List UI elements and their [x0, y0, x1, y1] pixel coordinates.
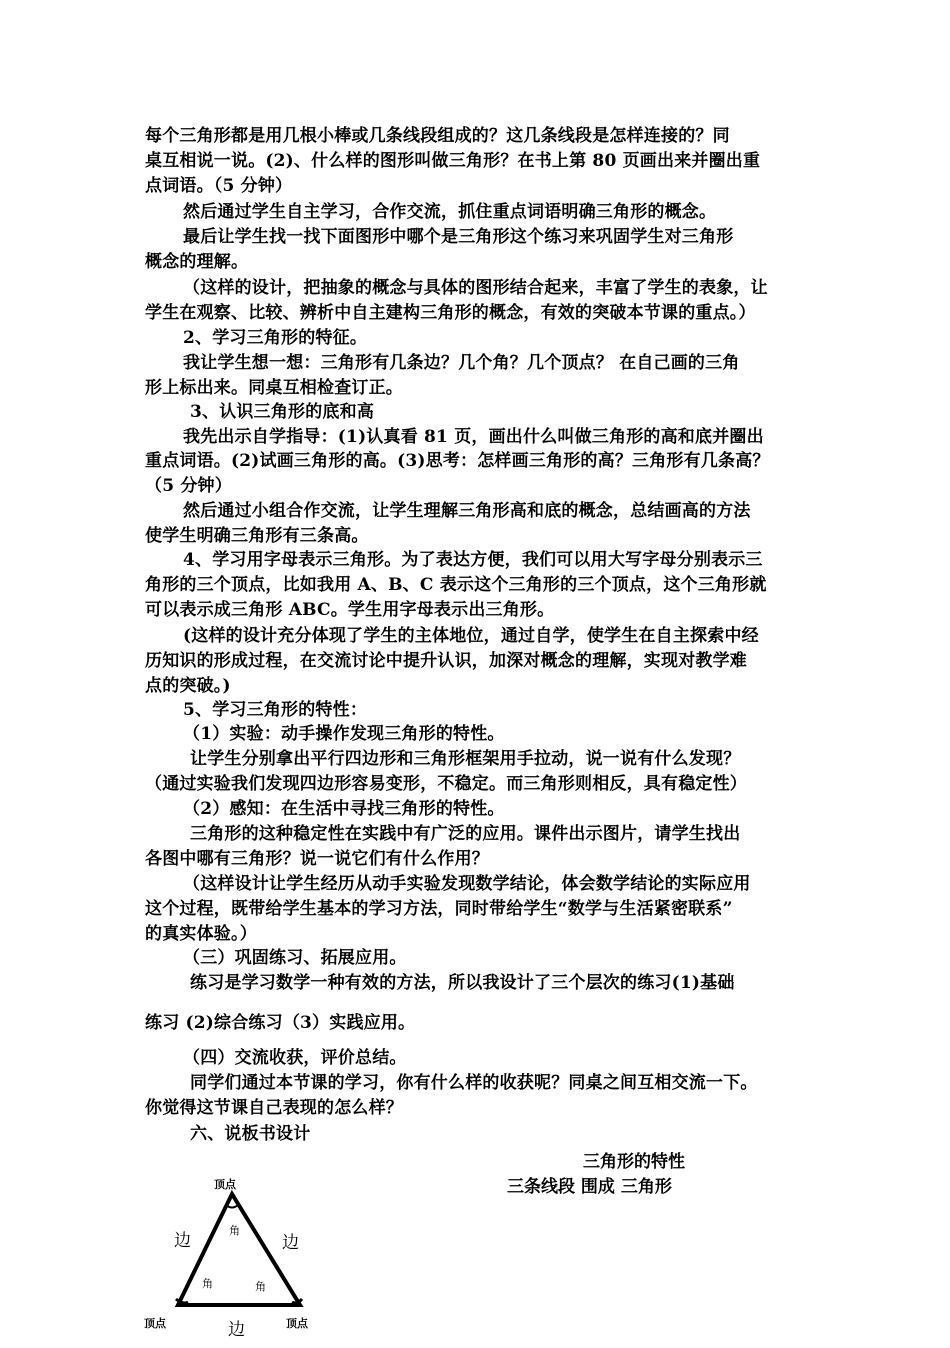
body-line: 历知识的形成过程，在交流讨论中提升认识，加深对概念的理解，实现对教学难 — [145, 651, 747, 671]
body-line: 点的突破。) — [145, 676, 231, 696]
body-line: 我让学生想一想：三角形有几条边？几个角？几个顶点？ 在自己画的三角 — [183, 353, 740, 373]
body-line: 点词语。（5 分钟） — [145, 176, 293, 196]
body-line: （2）感知：在生活中寻找三角形的特性。 — [183, 799, 505, 819]
body-line: 桌互相说一说。(2)、什么样的图形叫做三角形？在书上第 80 页画出来并圈出重 — [145, 151, 761, 171]
body-line: （这样的设计，把抽象的概念与具体的图形结合起来，丰富了学生的表象，让 — [183, 278, 768, 298]
body-line: (这样的设计充分体现了学生的主体地位，通过自学，使学生在自主探索中经 — [183, 626, 759, 646]
body-line: 3、认识三角形的底和高 — [190, 402, 375, 422]
body-line: 可以表示成三角形 ABC。学生用字母表示出三角形。 — [145, 600, 555, 620]
body-line: （四）交流收获，评价总结。 — [183, 1048, 407, 1068]
body-line: 学生在观察、比较、辨析中自主建构三角形的概念，有效的突破本节课的重点。） — [145, 303, 756, 323]
edge-label-left: 边 — [174, 1231, 191, 1251]
body-line: （三）巩固练习、拓展应用。 — [183, 948, 407, 968]
body-line: 每个三角形都是用几根小棒或几条线段组成的？这几条线段是怎样连接的？同 — [145, 126, 730, 146]
vertex-label-right: 顶点 — [286, 1317, 308, 1330]
edge-label-bottom: 边 — [228, 1320, 245, 1340]
body-line: （5 分钟） — [145, 476, 232, 496]
angle-label-top: 角 — [229, 1224, 240, 1237]
triangle-drawing — [140, 1172, 340, 1344]
body-line: 练习 (2)综合练习（3）实践应用。 — [145, 1013, 416, 1033]
body-line: （1）实验：动手操作发现三角形的特性。 — [183, 724, 505, 744]
body-line: 你觉得这节课自己表现的怎么样？ — [145, 1098, 403, 1118]
body-line: 各图中哪有三角形？说一说它们有什么作用？ — [145, 849, 489, 869]
triangle-diagram — [140, 1172, 340, 1344]
body-line: 形上标出来。同桌互相检查订正。 — [145, 378, 403, 398]
angle-arc-top — [226, 1205, 238, 1208]
body-line: 最后让学生找一找下面图形中哪个是三角形这个练习来巩固学生对三角形 — [183, 227, 734, 247]
edge-label-right: 边 — [282, 1233, 299, 1253]
body-line: 让学生分别拿出平行四边形和三角形框架用手拉动，说一说有什么发现？ — [190, 749, 741, 769]
body-line: 使学生明确三角形有三条高。 — [145, 526, 369, 546]
body-line: 同学们通过本节课的学习，你有什么样的收获呢？同桌之间互相交流一下。 — [190, 1073, 758, 1093]
body-line: （这样设计让学生经历从动手实验发现数学结论，体会数学结论的实际应用 — [183, 874, 751, 894]
body-line: 我先出示自学指导：(1)认真看 81 页，画出什么叫做三角形的高和底并圈出 — [183, 427, 764, 447]
body-line: 然后通过小组合作交流，让学生理解三角形高和底的概念，总结画高的方法 — [183, 501, 751, 521]
body-line: 概念的理解。 — [145, 252, 249, 272]
angle-label-right: 角 — [255, 1280, 266, 1293]
body-line: 然后通过学生自主学习，合作交流，抓住重点词语明确三角形的概念。 — [183, 202, 717, 222]
body-line: 5、学习三角形的特性： — [183, 700, 368, 720]
body-line: 2、学习三角形的特征。 — [183, 328, 368, 348]
body-line: 六、说板书设计 — [190, 1124, 311, 1144]
body-line: 4、学习用字母表示三角形。为了表达方便，我们可以用大写字母分别表示三 — [183, 550, 763, 570]
board-formula: 三条线段 围成 三角形 — [507, 1177, 672, 1197]
body-line: 的真实体验。） — [145, 924, 257, 944]
body-line: 重点词语。(2)试画三角形的高。(3)思考：怎样画三角形的高？三角形有几条高？ — [145, 451, 770, 471]
body-line: 角形的三个顶点，比如我用 A、B、C 表示这个三角形的三个顶点，这个三角形就 — [145, 575, 767, 595]
vertex-label-top: 顶点 — [214, 1178, 236, 1191]
body-line: 练习是学习数学一种有效的方法，所以我设计了三个层次的练习(1)基础 — [190, 973, 735, 993]
angle-label-left: 角 — [202, 1277, 213, 1290]
body-line: （通过实验我们发现四边形容易变形，不稳定。而三角形则相反，具有稳定性） — [145, 774, 747, 794]
board-title: 三角形的特性 — [583, 1152, 685, 1172]
body-line: 三角形的这种稳定性在实践中有广泛的应用。课件出示图片，请学生找出 — [190, 824, 741, 844]
vertex-label-left: 顶点 — [144, 1317, 166, 1330]
body-line: 这个过程，既带给学生基本的学习方法，同时带给学生“数学与生活紧密联系” — [145, 899, 733, 919]
